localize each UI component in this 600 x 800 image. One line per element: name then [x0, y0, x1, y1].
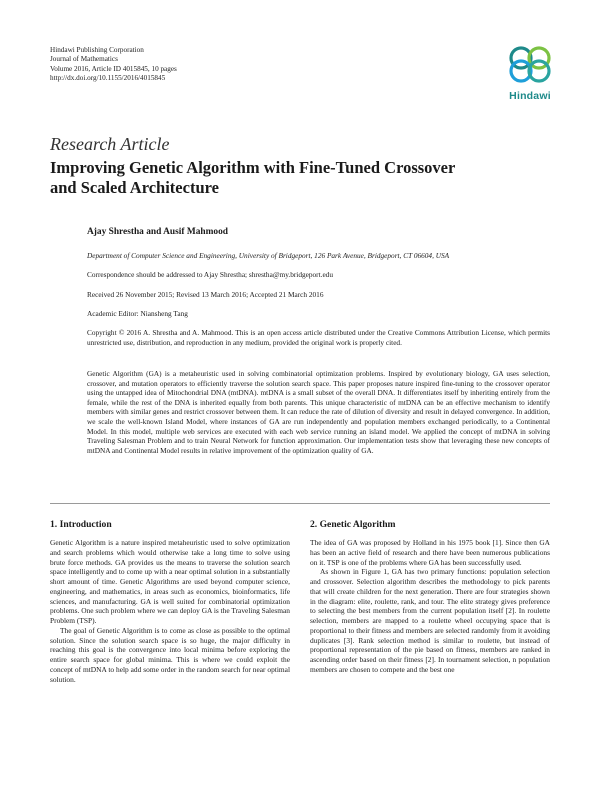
column-left	[50, 519, 290, 684]
paragraph: As shown in Figure 1, GA has two primary functions: population selection and crossover. Selection algorithm describes the methodology to pick parents that will create children for the next generation. There are four strategies shown in the diagram: elite, roulette, rank, and tour. The elite strategy gives preference to selecting the best members from the current population itself [2]. In roulette selection, members are mapped to a roulette wheel occupying space that is proportional to their fitness and members are selected randomly from it avoiding duplicates [3]. Rank selection method is similar to roulette, but instead of proportional representation of the pie based on fitness, members are ranked in ascending order based on their fitness [2]. In tournament selection, n population members are chosen to compete and the best one	[310, 567, 550, 674]
journal-name: Journal of Mathematics	[50, 55, 118, 64]
paragraph: The goal of Genetic Algorithm is to come as close as possible to the optimal solution. Since the solution search space is so huge, the major difficulty in reaching this goal is the convergence into local minima before exploring the entire search space for global minima. This is where we could exploit the concept of mtDNA to help add some order in the random search for near optimal solution.	[50, 625, 290, 684]
affiliation: Department of Computer Science and Engineering, University of Bridgeport, 126 Park Avenue, Bridgeport, CT 06604, USA	[87, 251, 450, 260]
abstract: Genetic Algorithm (GA) is a metaheuristic used in solving combinatorial optimization problems. Inspired by evolutionary biology, GA uses selection, crossover, and mutation operators to efficiently traverse the solution search space. This paper proposes nature inspired fine-tuning to the crossover operator using the untapped idea of Mitochondrial DNA (mtDNA). mtDNA is a small subset of the overall DNA. It differentiates itself by inheriting entirely from the female, while the rest of the DNA is inherited equally from both parents. This unique characteristic of mtDNA can be an effective mechanism to identify members with similar genes and restrict crossover between them. It can reduce the rate of dilution of diversity and result in delayed convergence. In addition, we scale the well-known Island Model, where instances of GA are run independently and population members exchanged periodically, to a Continental Model. In this model, multiple web services are executed with each web service running an island model. We applied the concept of mtDNA in solving Traveling Salesman Problem and to train Neural Network for function approximation. Our implementation tests show that leveraging these new concepts of mtDNA and Continental Model results in relative improvement of the optimization quality of GA.	[87, 369, 550, 455]
article-title: Improving Genetic Algorithm with Fine-Tuned Crossover and Scaled Architecture	[50, 158, 456, 197]
authors: Ajay Shrestha and Ausif Mahmood	[87, 227, 228, 237]
journal-header	[50, 46, 177, 84]
copyright: Copyright © 2016 A. Shrestha and A. Mahmood. This is an open access article distributed under the Creative Commons Attribution License, which permits unrestricted use, distribution, and reproduction in any medium, provided the original work is properly cited.	[87, 328, 550, 347]
dates: Received 26 November 2015; Revised 13 March 2016; Accepted 21 March 2016	[87, 290, 324, 299]
column-right	[310, 519, 550, 675]
logo-text: Hindawi	[509, 90, 551, 102]
section-heading-introduction: 1. Introduction	[50, 519, 112, 530]
doi-link[interactable]: http://dx.doi.org/10.1155/2016/4015845	[50, 74, 166, 83]
hindawi-logo	[500, 40, 560, 106]
paragraph: The idea of GA was proposed by Holland in his 1975 book [1]. Since then GA has been an active field of research and there have been numerous publications on it. TSP is one of the problems where GA has been successfully used.	[310, 538, 550, 567]
article-type: Research Article	[50, 134, 170, 154]
hindawi-logo-icon	[500, 40, 560, 90]
correspondence: Correspondence should be addressed to Ajay Shrestha; shrestha@my.bridgeport.edu	[87, 270, 333, 279]
volume-line: Volume 2016, Article ID 4015845, 10 pages	[50, 64, 177, 73]
academic-editor: Academic Editor: Niansheng Tang	[87, 309, 188, 318]
publisher: Hindawi Publishing Corporation	[50, 46, 144, 54]
paragraph: Genetic Algorithm is a nature inspired metaheuristic used to solve optimization and search problems which would otherwise take a long time to solve using brute force methods. GA provides us the means to traverse the solution search space intelligently and to come up with a near optimal solution in a substantially short amount of time. Genetic Algorithms are used beyond computer science, engineering, and mathematics, in areas such as economics, bioinformatics, life sciences, and manufacturing. GA is well suited for combinatorial optimization problems. One such problem where we can deploy GA is the Traveling Salesman Problem (TSP).	[50, 538, 290, 625]
section-heading-genetic-algorithm: 2. Genetic Algorithm	[310, 519, 396, 530]
section-divider	[50, 503, 550, 504]
